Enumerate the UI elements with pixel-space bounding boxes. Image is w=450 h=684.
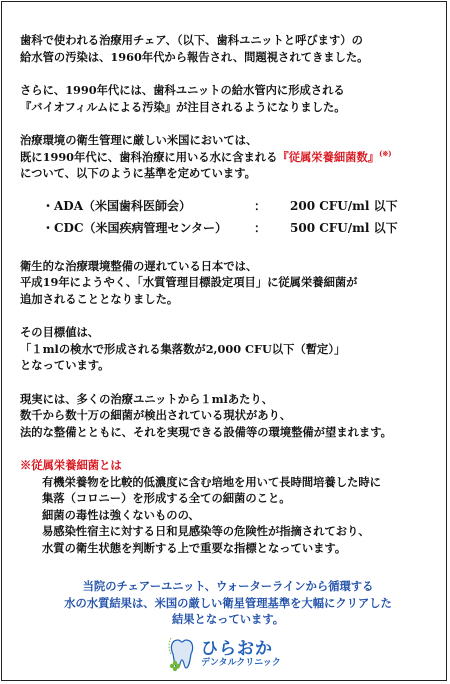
text-line: 水質の衛生状態を判断する上で重要な指標となっています。 xyxy=(42,540,347,555)
text-line: 給水管の汚染は、1960年代から報告され、問題視されてきました。 xyxy=(20,49,369,64)
standards-list xyxy=(42,196,436,240)
standard-value: 500 CFU/ml 以下 xyxy=(290,221,398,236)
text-line: 追加されることとなりました。 xyxy=(20,291,179,306)
document-body xyxy=(20,32,436,628)
clinic-name: ひらおか xyxy=(201,639,273,659)
standard-name: ・ADA（米国歯科医師会） xyxy=(42,199,192,214)
paragraph-us-standard xyxy=(20,132,436,182)
text-line: 『バイオフィルムによる汚染』が注目されるようになりました。 xyxy=(20,99,346,114)
clinic-logo xyxy=(165,630,305,674)
standard-colon: ： xyxy=(254,221,267,236)
text-line: 歯科で使われる治療用チェア、（以下、歯科ユニットと呼びます）の xyxy=(20,33,363,47)
definition-heading: ※従属栄養細菌とは xyxy=(20,458,122,472)
text-line: 当院のチェアーユニット、ウォーターラインから循環する xyxy=(82,579,374,593)
standard-row-cdc xyxy=(42,218,436,240)
closing-statement xyxy=(20,578,436,628)
standard-row-ada xyxy=(42,196,436,218)
text-line: 現実には、多くの治療ユニットから１mlあたり、 xyxy=(20,391,274,406)
text-line: 「１mlの検水で形成される集落数が2,000 CFU以下（暫定）」 xyxy=(20,341,346,356)
text-line: 有機栄養物を比較的低濃度に含む培地を用いて長時間培養した時に xyxy=(42,474,381,489)
standard-name: ・CDC（米国疾病管理センター） xyxy=(42,221,228,236)
definition-body xyxy=(42,474,436,557)
text-line: 細菌の毒性は強くないものの、 xyxy=(42,507,200,522)
paragraph-history xyxy=(20,32,436,65)
standard-value: 200 CFU/ml 以下 xyxy=(290,199,398,214)
text-line: 平成19年にようやく、「水質管理目標設定項目」に従属栄養細菌が xyxy=(20,275,358,289)
text-line: さらに、1990年代には、歯科ユニットの給水管内に形成される xyxy=(20,83,345,97)
text-line: その目標値は、 xyxy=(20,325,100,339)
paragraph-biofilm xyxy=(20,82,436,115)
text-line: 易感染性宿主に対する日和見感染等の危険性が指摘されており、 xyxy=(42,524,370,538)
footnote-mark: (※) xyxy=(379,148,392,158)
text-line: 数千から数十万の細菌が検出されている現状があり、 xyxy=(20,408,292,422)
text-line: について、以下のように基準を定めています。 xyxy=(20,166,256,180)
text-line: 治療環境の衛生管理に厳しい米国においては、 xyxy=(20,133,258,147)
text-line: となっています。 xyxy=(20,358,110,372)
tooth-clover-icon xyxy=(165,632,199,674)
text-line: 集落（コロニー）を形成する全ての細菌のこと。 xyxy=(42,491,291,505)
text-line: 法的な整備とともに、それを実現できる設備等の環境整備が望まれます。 xyxy=(20,424,392,439)
standard-colon: ： xyxy=(254,199,267,214)
text-line: 水の水質結果は、米国の厳しい衛星管理基準を大幅にクリアした xyxy=(64,595,392,610)
text-segment: 既に1990年代に、歯科治療に用いる水に含まれる xyxy=(20,149,278,164)
definition-section xyxy=(20,457,436,556)
paragraph-reality xyxy=(20,391,436,441)
highlight-term: 『従属栄養細菌数』 xyxy=(277,149,380,164)
text-line: 結果となっています。 xyxy=(171,612,285,626)
paragraph-target xyxy=(20,324,436,374)
paragraph-japan xyxy=(20,258,436,308)
clinic-subtitle: デンタルクリニック xyxy=(201,658,281,668)
text-line: 衛生的な治療環境整備の遅れている日本では、 xyxy=(20,258,258,273)
text-line xyxy=(20,149,436,166)
